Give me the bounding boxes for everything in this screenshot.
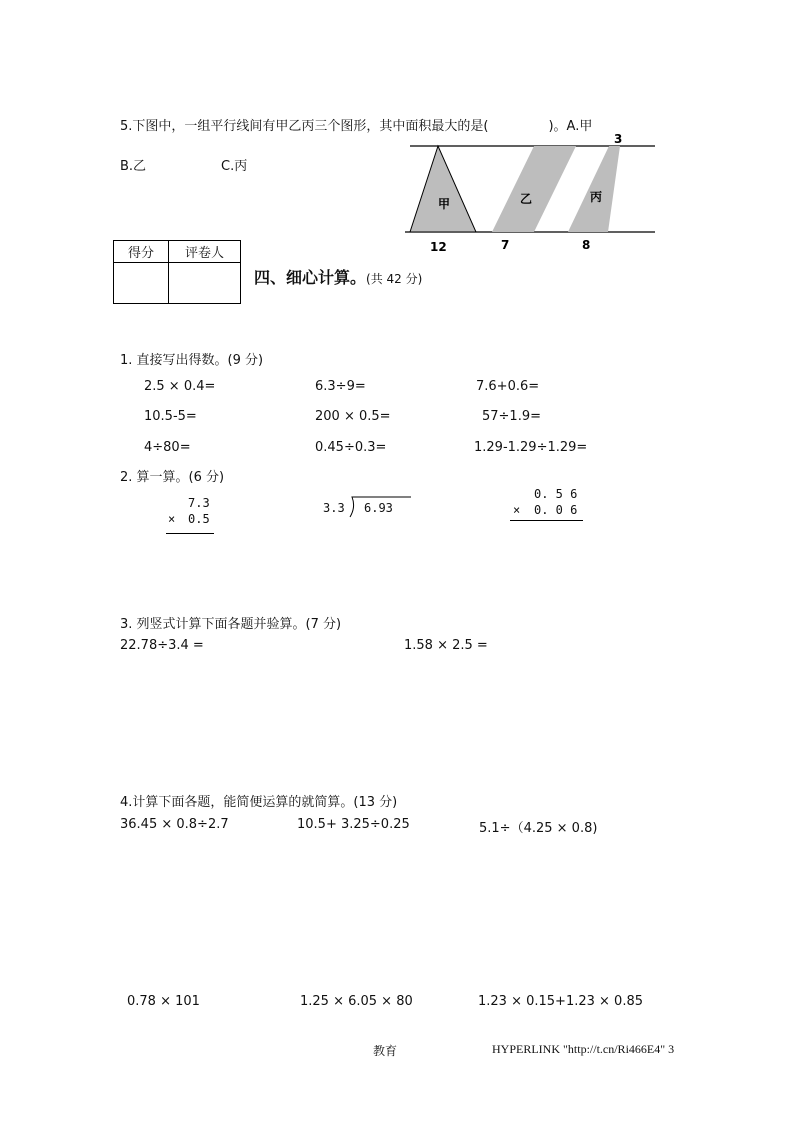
section-heading — [254, 265, 422, 288]
p4-item: 5.1÷（4.25 × 0.8) — [479, 821, 598, 836]
mult2-operator: × — [513, 503, 521, 517]
label-yi: 乙 — [520, 192, 533, 206]
p3-item: 1.58 × 2.5 = — [404, 638, 488, 653]
shape-bing-trapezoid — [568, 146, 620, 232]
p1-item: 6.3÷9= — [315, 379, 366, 394]
division-dividend: 6.93 — [364, 501, 393, 515]
p1-item: 1.29-1.29÷1.29= — [474, 440, 588, 455]
p4-heading: 4.计算下面各题，能简便运算的就简算。(13 分) — [120, 795, 398, 810]
shape-yi-parallelogram — [492, 146, 576, 232]
division-divisor: 3.3 — [323, 501, 345, 515]
mult1-bottom: 0.5 — [188, 512, 210, 526]
mult2-top: 0. 5 6 — [534, 487, 578, 501]
mult2-rule — [510, 520, 583, 521]
section-title: 四、细心计算。 — [254, 268, 367, 287]
mult2-bottom: 0. 0 6 — [534, 503, 578, 517]
score-cell[interactable] — [114, 263, 169, 304]
label-8: 8 — [582, 238, 591, 252]
p2-heading: 2. 算一算。(6 分) — [120, 470, 225, 485]
q5-option-a: )。A.甲 — [548, 119, 593, 134]
p4-item: 0.78 × 101 — [127, 994, 200, 1009]
p1-item: 7.6+0.6= — [476, 379, 540, 394]
label-jia: 甲 — [438, 197, 451, 211]
p1-item: 200 × 0.5= — [315, 409, 391, 424]
mult1-top: 7.3 — [188, 496, 210, 510]
p1-item: 0.45÷0.3= — [315, 440, 387, 455]
q5-option-c: C.丙 — [221, 159, 248, 174]
p1-item: 10.5-5= — [144, 409, 197, 424]
parallel-lines-figure — [400, 128, 662, 256]
p1-heading: 1. 直接写出得数。(9 分) — [120, 353, 264, 368]
p4-item: 1.25 × 6.05 × 80 — [300, 994, 413, 1009]
p1-item: 57÷1.9= — [482, 409, 542, 424]
footer-center: 教育 — [373, 1044, 398, 1058]
label-12: 12 — [430, 240, 447, 254]
p4-item: 1.23 × 0.15+1.23 × 0.85 — [478, 994, 643, 1009]
label-7: 7 — [501, 238, 510, 252]
label-bing: 丙 — [590, 190, 603, 204]
footer-hyperlink[interactable]: HYPERLINK "http://t.cn/Ri466E4" 3 — [492, 1042, 675, 1056]
mult1-operator: × — [168, 512, 176, 526]
mult1-rule — [166, 533, 214, 534]
score-box — [113, 240, 241, 304]
p3-heading: 3. 列竖式计算下面各题并验算。(7 分) — [120, 617, 342, 632]
p3-item: 22.78÷3.4 = — [120, 638, 204, 653]
grader-header: 评卷人 — [169, 241, 241, 263]
p1-item: 2.5 × 0.4= — [144, 379, 216, 394]
score-header: 得分 — [114, 241, 169, 263]
label-top: 3 — [614, 132, 623, 146]
p4-item: 36.45 × 0.8÷2.7 — [120, 817, 229, 832]
grader-cell[interactable] — [169, 263, 241, 304]
p1-item: 4÷80= — [144, 440, 191, 455]
q5-option-b: B.乙 — [120, 159, 147, 174]
p4-item: 10.5+ 3.25÷0.25 — [297, 817, 410, 832]
section-points: (共 42 分) — [366, 272, 423, 286]
q5-question: 5.下图中，一组平行线间有甲乙丙三个图形，其中面积最大的是( — [120, 119, 489, 134]
shape-jia-triangle — [410, 146, 476, 232]
